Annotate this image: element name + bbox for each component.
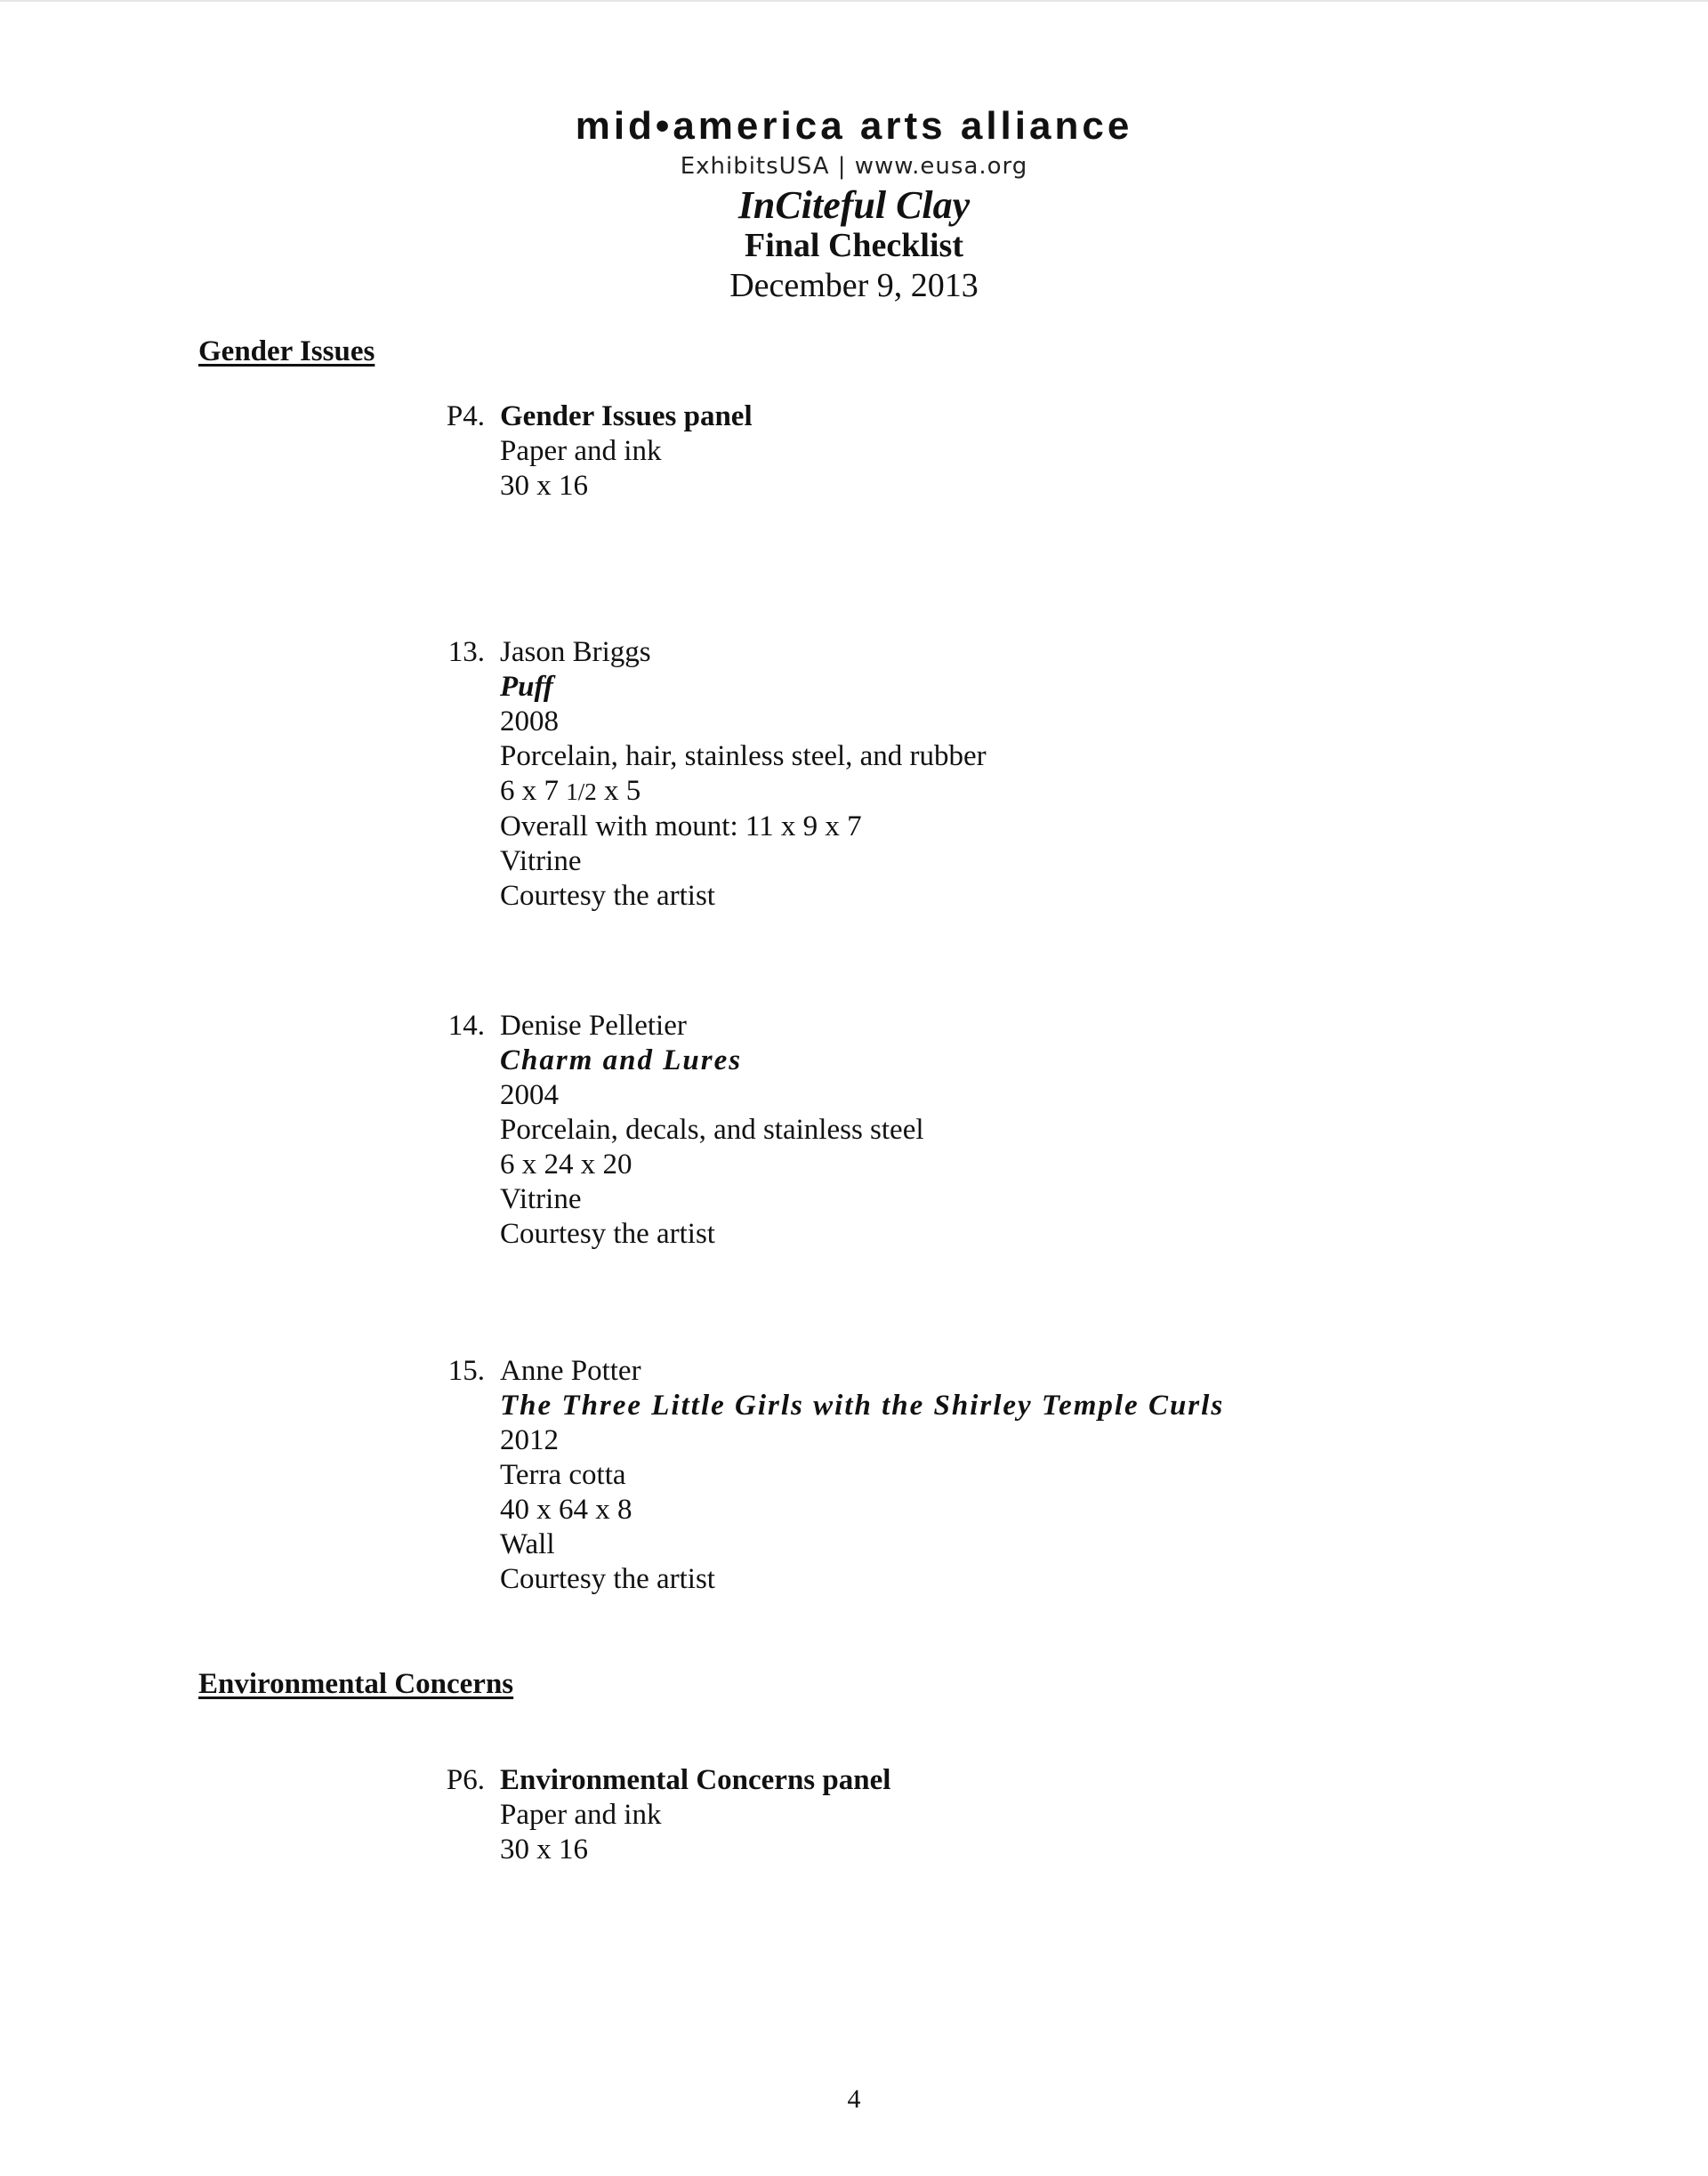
entry-overall-dimensions: Overall with mount: 11 x 9 x 7 [500,810,862,842]
entry-location: Vitrine [500,845,582,877]
entry-medium: Terra cotta [500,1459,626,1491]
dims-fraction: 1/2 [566,778,597,805]
entry-year: 2004 [500,1079,559,1111]
entry-medium: Porcelain, hair, stainless steel, and rubber [500,740,987,772]
entry-title: The Three Little Girls with the Shirley Temple Curls [500,1390,1225,1422]
exhibition-title: InCiteful Clay [737,183,971,227]
entry-dimensions: 30 x 16 [500,1833,588,1866]
page-top-border [0,0,1708,2]
entry-dimensions: 6 x 24 x 20 [500,1148,632,1181]
entry-credit: Courtesy the artist [500,1563,715,1595]
entry-number: P6. [446,1764,485,1796]
checklist-title: Final Checklist [745,227,963,264]
entry-artist: Anne Potter [500,1355,641,1387]
entry-location: Wall [500,1528,555,1560]
checklist-date: December 9, 2013 [729,267,979,304]
entry-year: 2008 [500,705,559,737]
entry-medium: Paper and ink [500,1799,662,1831]
entry-artist: Denise Pelletier [500,1010,687,1042]
entry-title: Gender Issues panel [500,400,753,432]
dims-part-b: x 5 [596,775,641,807]
section-heading-environmental-concerns: Environmental Concerns [198,1668,514,1700]
entry-medium: Paper and ink [500,435,662,467]
entry-number: 13. [447,636,485,668]
entry-number: 15. [447,1355,485,1387]
entry-credit: Courtesy the artist [500,1218,715,1250]
entry-title: Puff [500,671,553,703]
entry-dimensions [500,774,987,810]
organization-name: mid•america arts alliance [575,104,1133,148]
entry-credit: Courtesy the artist [500,880,715,912]
entry-title: Environmental Concerns panel [500,1764,891,1796]
entry-title: Charm and Lures [500,1044,743,1076]
entry-number: 14. [447,1010,485,1042]
entry-dimensions: 40 x 64 x 8 [500,1494,632,1526]
entry-number: P4. [446,400,485,432]
entry-location: Vitrine [500,1183,582,1215]
section-heading-gender-issues: Gender Issues [198,335,375,367]
organization-subtitle: ExhibitsUSA | www.eusa.org [680,153,1028,180]
entry-medium: Porcelain, decals, and stainless steel [500,1114,924,1146]
entry-artist: Jason Briggs [500,636,651,668]
page-number: 4 [847,2084,861,2114]
dims-part-a: 6 x 7 [500,775,567,807]
entry-year: 2012 [500,1424,559,1456]
entry-dimensions: 30 x 16 [500,470,588,502]
